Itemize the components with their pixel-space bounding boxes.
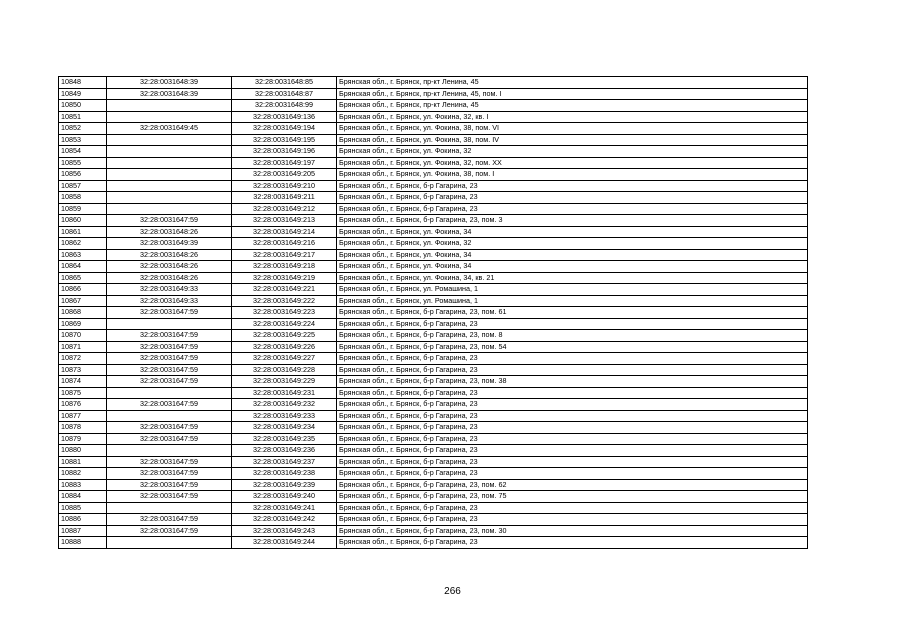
row-number-cell: 10877 — [59, 410, 107, 422]
row-number-cell: 10862 — [59, 238, 107, 250]
parent-cadastral-number-cell — [107, 134, 232, 146]
parent-cadastral-number-cell: 32:28:0031649:33 — [107, 295, 232, 307]
row-number-cell: 10853 — [59, 134, 107, 146]
parent-cadastral-number-cell: 32:28:0031648:26 — [107, 249, 232, 261]
address-cell: Брянская обл., г. Брянск, б-р Гагарина, 23, пом. 62 — [337, 479, 808, 491]
table-row — [59, 169, 808, 181]
row-number-cell: 10850 — [59, 100, 107, 112]
table-row — [59, 146, 808, 158]
parent-cadastral-number-cell — [107, 100, 232, 112]
table-row — [59, 433, 808, 445]
cadastral-number-cell: 32:28:0031649:244 — [232, 537, 337, 549]
address-cell: Брянская обл., г. Брянск, б-р Гагарина, 23 — [337, 353, 808, 365]
row-number-cell: 10887 — [59, 525, 107, 537]
table-row — [59, 295, 808, 307]
cadastral-number-cell: 32:28:0031649:237 — [232, 456, 337, 468]
cadastral-number-cell: 32:28:0031649:210 — [232, 180, 337, 192]
cadastral-number-cell: 32:28:0031649:242 — [232, 514, 337, 526]
row-number-cell: 10861 — [59, 226, 107, 238]
row-number-cell: 10859 — [59, 203, 107, 215]
parent-cadastral-number-cell: 32:28:0031647:59 — [107, 422, 232, 434]
table-row — [59, 537, 808, 549]
cadastral-number-cell: 32:28:0031649:243 — [232, 525, 337, 537]
row-number-cell: 10872 — [59, 353, 107, 365]
address-cell: Брянская обл., г. Брянск, б-р Гагарина, 23 — [337, 514, 808, 526]
address-cell: Брянская обл., г. Брянск, ул. Фокина, 34 — [337, 261, 808, 273]
cadastral-number-cell: 32:28:0031649:229 — [232, 376, 337, 388]
address-cell: Брянская обл., г. Брянск, ул. Фокина, 34 — [337, 249, 808, 261]
cadastral-number-cell: 32:28:0031649:221 — [232, 284, 337, 296]
address-cell: Брянская обл., г. Брянск, б-р Гагарина, 23 — [337, 468, 808, 480]
row-number-cell: 10865 — [59, 272, 107, 284]
page-number: 266 — [444, 586, 461, 597]
cadastral-number-cell: 32:28:0031649:233 — [232, 410, 337, 422]
row-number-cell: 10888 — [59, 537, 107, 549]
row-number-cell: 10856 — [59, 169, 107, 181]
table-row — [59, 215, 808, 227]
row-number-cell: 10866 — [59, 284, 107, 296]
parent-cadastral-number-cell: 32:28:0031647:59 — [107, 479, 232, 491]
row-number-cell: 10864 — [59, 261, 107, 273]
cadastral-number-cell: 32:28:0031649:213 — [232, 215, 337, 227]
table-row — [59, 180, 808, 192]
cadastral-number-cell: 32:28:0031649:238 — [232, 468, 337, 480]
cadastral-number-cell: 32:28:0031649:226 — [232, 341, 337, 353]
parent-cadastral-number-cell: 32:28:0031649:39 — [107, 238, 232, 250]
row-number-cell: 10857 — [59, 180, 107, 192]
address-cell: Брянская обл., г. Брянск, б-р Гагарина, 23 — [337, 192, 808, 204]
address-cell: Брянская обл., г. Брянск, б-р Гагарина, 23 — [337, 422, 808, 434]
address-cell: Брянская обл., г. Брянск, б-р Гагарина, 23 — [337, 399, 808, 411]
table-row — [59, 134, 808, 146]
row-number-cell: 10855 — [59, 157, 107, 169]
address-cell: Брянская обл., г. Брянск, б-р Гагарина, 23 — [337, 318, 808, 330]
row-number-cell: 10885 — [59, 502, 107, 514]
cadastral-number-cell: 32:28:0031648:87 — [232, 88, 337, 100]
cadastral-number-cell: 32:28:0031649:228 — [232, 364, 337, 376]
parent-cadastral-number-cell: 32:28:0031647:59 — [107, 341, 232, 353]
row-number-cell: 10876 — [59, 399, 107, 411]
table-row — [59, 468, 808, 480]
table-row — [59, 491, 808, 503]
table-row — [59, 192, 808, 204]
table-row — [59, 123, 808, 135]
registry-table-body — [59, 77, 808, 549]
parent-cadastral-number-cell — [107, 111, 232, 123]
row-number-cell: 10870 — [59, 330, 107, 342]
row-number-cell: 10848 — [59, 77, 107, 89]
address-cell: Брянская обл., г. Брянск, ул. Фокина, 34, кв. 21 — [337, 272, 808, 284]
row-number-cell: 10882 — [59, 468, 107, 480]
address-cell: Брянская обл., г. Брянск, ул. Фокина, 34 — [337, 226, 808, 238]
parent-cadastral-number-cell — [107, 318, 232, 330]
cadastral-number-cell: 32:28:0031649:232 — [232, 399, 337, 411]
table-row — [59, 410, 808, 422]
cadastral-number-cell: 32:28:0031649:196 — [232, 146, 337, 158]
parent-cadastral-number-cell: 32:28:0031647:59 — [107, 514, 232, 526]
table-row — [59, 261, 808, 273]
parent-cadastral-number-cell: 32:28:0031649:33 — [107, 284, 232, 296]
cadastral-number-cell: 32:28:0031649:205 — [232, 169, 337, 181]
parent-cadastral-number-cell: 32:28:0031647:59 — [107, 491, 232, 503]
parent-cadastral-number-cell — [107, 445, 232, 457]
row-number-cell: 10879 — [59, 433, 107, 445]
table-row — [59, 445, 808, 457]
row-number-cell: 10878 — [59, 422, 107, 434]
table-row — [59, 318, 808, 330]
row-number-cell: 10867 — [59, 295, 107, 307]
table-row — [59, 376, 808, 388]
address-cell: Брянская обл., г. Брянск, ул. Фокина, 32, пом. XX — [337, 157, 808, 169]
row-number-cell: 10883 — [59, 479, 107, 491]
address-cell: Брянская обл., г. Брянск, б-р Гагарина, 23, пом. 61 — [337, 307, 808, 319]
row-number-cell: 10860 — [59, 215, 107, 227]
row-number-cell: 10852 — [59, 123, 107, 135]
parent-cadastral-number-cell: 32:28:0031647:59 — [107, 376, 232, 388]
table-row — [59, 514, 808, 526]
address-cell: Брянская обл., г. Брянск, б-р Гагарина, 23, пом. 30 — [337, 525, 808, 537]
parent-cadastral-number-cell: 32:28:0031647:59 — [107, 215, 232, 227]
table-row — [59, 364, 808, 376]
row-number-cell: 10873 — [59, 364, 107, 376]
table-row — [59, 341, 808, 353]
table-row — [59, 307, 808, 319]
address-cell: Брянская обл., г. Брянск, ул. Фокина, 32 — [337, 146, 808, 158]
row-number-cell: 10858 — [59, 192, 107, 204]
table-row — [59, 422, 808, 434]
parent-cadastral-number-cell — [107, 180, 232, 192]
parent-cadastral-number-cell: 32:28:0031647:59 — [107, 353, 232, 365]
table-row — [59, 502, 808, 514]
address-cell: Брянская обл., г. Брянск, б-р Гагарина, 23, пом. 54 — [337, 341, 808, 353]
table-row — [59, 456, 808, 468]
row-number-cell: 10875 — [59, 387, 107, 399]
address-cell: Брянская обл., г. Брянск, пр-кт Ленина, 45 — [337, 100, 808, 112]
table-row — [59, 249, 808, 261]
parent-cadastral-number-cell — [107, 537, 232, 549]
address-cell: Брянская обл., г. Брянск, б-р Гагарина, 23 — [337, 203, 808, 215]
cadastral-number-cell: 32:28:0031649:240 — [232, 491, 337, 503]
parent-cadastral-number-cell — [107, 157, 232, 169]
address-cell: Брянская обл., г. Брянск, б-р Гагарина, 23, пом. 8 — [337, 330, 808, 342]
table-row — [59, 100, 808, 112]
row-number-cell: 10854 — [59, 146, 107, 158]
address-cell: Брянская обл., г. Брянск, ул. Ромашина, 1 — [337, 295, 808, 307]
cadastral-number-cell: 32:28:0031649:239 — [232, 479, 337, 491]
table-row — [59, 157, 808, 169]
parent-cadastral-number-cell: 32:28:0031648:39 — [107, 77, 232, 89]
table-row — [59, 238, 808, 250]
cadastral-number-cell: 32:28:0031649:218 — [232, 261, 337, 273]
table-row — [59, 203, 808, 215]
cadastral-number-cell: 32:28:0031649:227 — [232, 353, 337, 365]
table-row — [59, 330, 808, 342]
row-number-cell: 10880 — [59, 445, 107, 457]
table-row — [59, 88, 808, 100]
row-number-cell: 10869 — [59, 318, 107, 330]
cadastral-number-cell: 32:28:0031649:224 — [232, 318, 337, 330]
parent-cadastral-number-cell: 32:28:0031648:26 — [107, 272, 232, 284]
cadastral-number-cell: 32:28:0031649:197 — [232, 157, 337, 169]
table-row — [59, 111, 808, 123]
parent-cadastral-number-cell — [107, 203, 232, 215]
address-cell: Брянская обл., г. Брянск, ул. Фокина, 38, пом. IV — [337, 134, 808, 146]
table-row — [59, 399, 808, 411]
cadastral-number-cell: 32:28:0031649:212 — [232, 203, 337, 215]
cadastral-number-cell: 32:28:0031649:194 — [232, 123, 337, 135]
parent-cadastral-number-cell: 32:28:0031647:59 — [107, 307, 232, 319]
row-number-cell: 10881 — [59, 456, 107, 468]
cadastral-number-cell: 32:28:0031649:217 — [232, 249, 337, 261]
address-cell: Брянская обл., г. Брянск, б-р Гагарина, 23 — [337, 387, 808, 399]
address-cell: Брянская обл., г. Брянск, б-р Гагарина, 23 — [337, 410, 808, 422]
cadastral-number-cell: 32:28:0031649:222 — [232, 295, 337, 307]
row-number-cell: 10884 — [59, 491, 107, 503]
cadastral-number-cell: 32:28:0031649:231 — [232, 387, 337, 399]
cadastral-number-cell: 32:28:0031649:219 — [232, 272, 337, 284]
parent-cadastral-number-cell: 32:28:0031647:59 — [107, 456, 232, 468]
table-row — [59, 284, 808, 296]
row-number-cell: 10863 — [59, 249, 107, 261]
cadastral-number-cell: 32:28:0031648:99 — [232, 100, 337, 112]
parent-cadastral-number-cell: 32:28:0031647:59 — [107, 525, 232, 537]
address-cell: Брянская обл., г. Брянск, б-р Гагарина, 23 — [337, 537, 808, 549]
table-row — [59, 353, 808, 365]
parent-cadastral-number-cell — [107, 146, 232, 158]
parent-cadastral-number-cell — [107, 410, 232, 422]
row-number-cell: 10851 — [59, 111, 107, 123]
address-cell: Брянская обл., г. Брянск, пр-кт Ленина, 45 — [337, 77, 808, 89]
cadastral-number-cell: 32:28:0031649:136 — [232, 111, 337, 123]
cadastral-number-cell: 32:28:0031649:211 — [232, 192, 337, 204]
registry-table — [58, 76, 808, 549]
cadastral-number-cell: 32:28:0031649:235 — [232, 433, 337, 445]
address-cell: Брянская обл., г. Брянск, ул. Фокина, 32, кв. I — [337, 111, 808, 123]
cadastral-number-cell: 32:28:0031649:236 — [232, 445, 337, 457]
row-number-cell: 10886 — [59, 514, 107, 526]
parent-cadastral-number-cell: 32:28:0031648:26 — [107, 261, 232, 273]
parent-cadastral-number-cell — [107, 502, 232, 514]
row-number-cell: 10868 — [59, 307, 107, 319]
table-row — [59, 272, 808, 284]
row-number-cell: 10871 — [59, 341, 107, 353]
cadastral-number-cell: 32:28:0031649:216 — [232, 238, 337, 250]
cadastral-number-cell: 32:28:0031649:223 — [232, 307, 337, 319]
table-row — [59, 226, 808, 238]
address-cell: Брянская обл., г. Брянск, б-р Гагарина, 23 — [337, 502, 808, 514]
address-cell: Брянская обл., г. Брянск, б-р Гагарина, 23, пом. 3 — [337, 215, 808, 227]
parent-cadastral-number-cell: 32:28:0031647:59 — [107, 330, 232, 342]
table-row — [59, 525, 808, 537]
parent-cadastral-number-cell — [107, 387, 232, 399]
table-row — [59, 77, 808, 89]
address-cell: Брянская обл., г. Брянск, ул. Фокина, 32 — [337, 238, 808, 250]
address-cell: Брянская обл., г. Брянск, б-р Гагарина, 23 — [337, 456, 808, 468]
parent-cadastral-number-cell: 32:28:0031648:26 — [107, 226, 232, 238]
parent-cadastral-number-cell — [107, 192, 232, 204]
parent-cadastral-number-cell: 32:28:0031647:59 — [107, 364, 232, 376]
address-cell: Брянская обл., г. Брянск, ул. Ромашина, 1 — [337, 284, 808, 296]
cadastral-number-cell: 32:28:0031649:234 — [232, 422, 337, 434]
cadastral-number-cell: 32:28:0031648:85 — [232, 77, 337, 89]
address-cell: Брянская обл., г. Брянск, пр-кт Ленина, 45, пом. I — [337, 88, 808, 100]
address-cell: Брянская обл., г. Брянск, б-р Гагарина, 23 — [337, 180, 808, 192]
address-cell: Брянская обл., г. Брянск, б-р Гагарина, 23, пом. 38 — [337, 376, 808, 388]
parent-cadastral-number-cell: 32:28:0031647:59 — [107, 399, 232, 411]
address-cell: Брянская обл., г. Брянск, б-р Гагарина, 23, пом. 75 — [337, 491, 808, 503]
cadastral-number-cell: 32:28:0031649:241 — [232, 502, 337, 514]
address-cell: Брянская обл., г. Брянск, б-р Гагарина, 23 — [337, 433, 808, 445]
address-cell: Брянская обл., г. Брянск, ул. Фокина, 38, пом. VI — [337, 123, 808, 135]
parent-cadastral-number-cell: 32:28:0031648:39 — [107, 88, 232, 100]
address-cell: Брянская обл., г. Брянск, ул. Фокина, 38, пом. I — [337, 169, 808, 181]
row-number-cell: 10849 — [59, 88, 107, 100]
parent-cadastral-number-cell: 32:28:0031647:59 — [107, 433, 232, 445]
parent-cadastral-number-cell: 32:28:0031649:45 — [107, 123, 232, 135]
table-row — [59, 479, 808, 491]
cadastral-number-cell: 32:28:0031649:225 — [232, 330, 337, 342]
cadastral-number-cell: 32:28:0031649:195 — [232, 134, 337, 146]
address-cell: Брянская обл., г. Брянск, б-р Гагарина, 23 — [337, 445, 808, 457]
parent-cadastral-number-cell: 32:28:0031647:59 — [107, 468, 232, 480]
cadastral-number-cell: 32:28:0031649:214 — [232, 226, 337, 238]
table-row — [59, 387, 808, 399]
row-number-cell: 10874 — [59, 376, 107, 388]
parent-cadastral-number-cell — [107, 169, 232, 181]
address-cell: Брянская обл., г. Брянск, б-р Гагарина, 23 — [337, 364, 808, 376]
